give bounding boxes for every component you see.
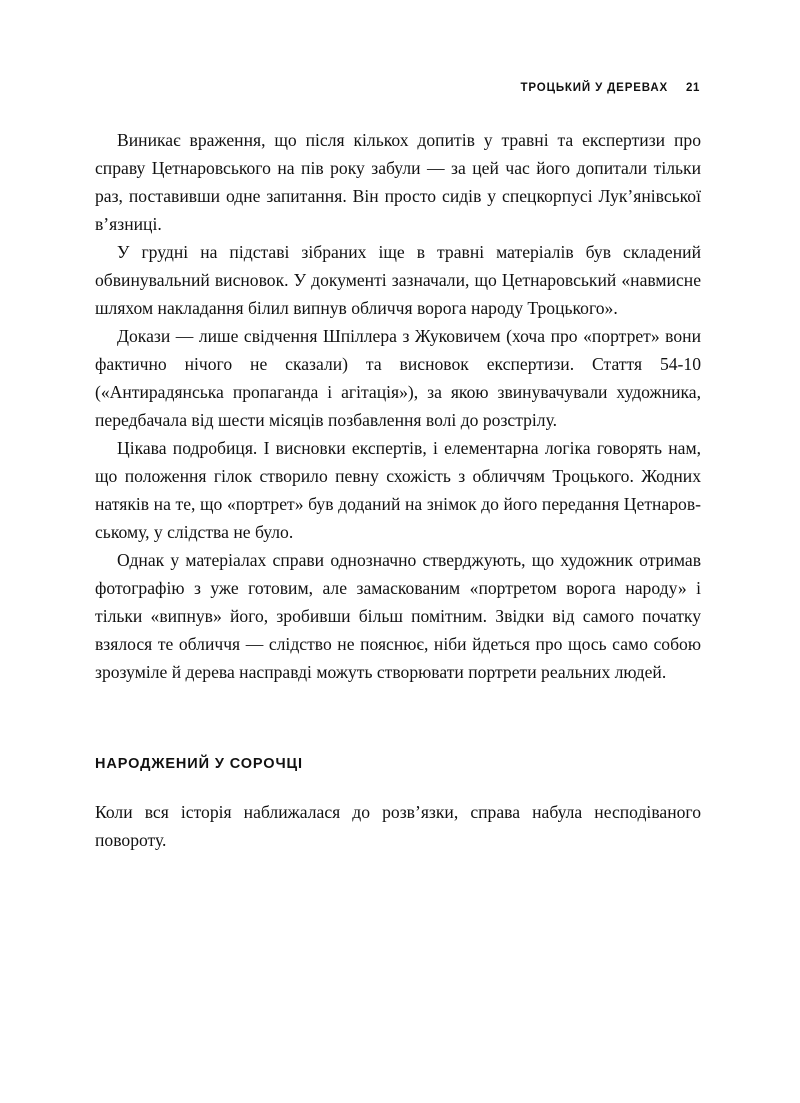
page-number: 21 [686,82,700,94]
body-paragraph: У грудні на підставі зібраних іще в травні матеріалів був складений обвинувальний висновок. У документі зазначали, що Цетнаровський «навмисне шляхом накладання білил випнув обличчя ворога народу Троцького». [95,242,701,318]
section-heading: НАРОДЖЕНИЙ У СОРОЧЦІ [95,756,303,772]
heading-spacer [95,686,701,756]
body-paragraph: Однак у матеріалах справи однозначно стверджують, що художник отримав фотографію з уже готовим, але замаскованим «портретом ворога народу» і тільки «випнув» його, зробивши більш помітним. Звідки від самого початку взялося те обличчя — слідство не пояснює, ніби йдеться про щось само собою зрозуміле й дерева насправді можуть створювати портрети реальних людей. [95,550,701,682]
post-heading-spacer [95,772,701,798]
body-paragraph: Цікава подробиця. І висновки експертів, і елементарна логіка говорять нам, що положення гілок створило певну схожість з обличчям Троцького. Жодних натяків на те, що «портрет» був доданий на знімок до його передання Цетнаровському, у слідства не було. [95,438,701,542]
body-paragraph: Виникає враження, що після кількох допитів у травні та експертизи про справу Цетнаровського на пів року забули — за цей час його допитали тільки раз, поставивши одне запитання. Він просто сидів у спецкорпусі Лук’янівської в’язниці. [95,130,701,234]
body-paragraph: Коли вся історія наближалася до розв’язки, справа набула несподіваного повороту. [95,802,701,850]
running-header-title: ТРОЦЬКИЙ У ДЕРЕВАХ [520,82,668,94]
text-column [95,126,701,854]
body-paragraph: Докази — лише свідчення Шпіллера з Жуковичем (хоча про «портрет» вони фактично нічого не сказали) та висновок експертизи. Стаття 54-10 («Антирадянська пропаганда і агітація»), за якою звинувачували художника, передбачала від шести місяців позбавлення волі до розстрілу. [95,326,701,430]
running-header [95,82,700,98]
